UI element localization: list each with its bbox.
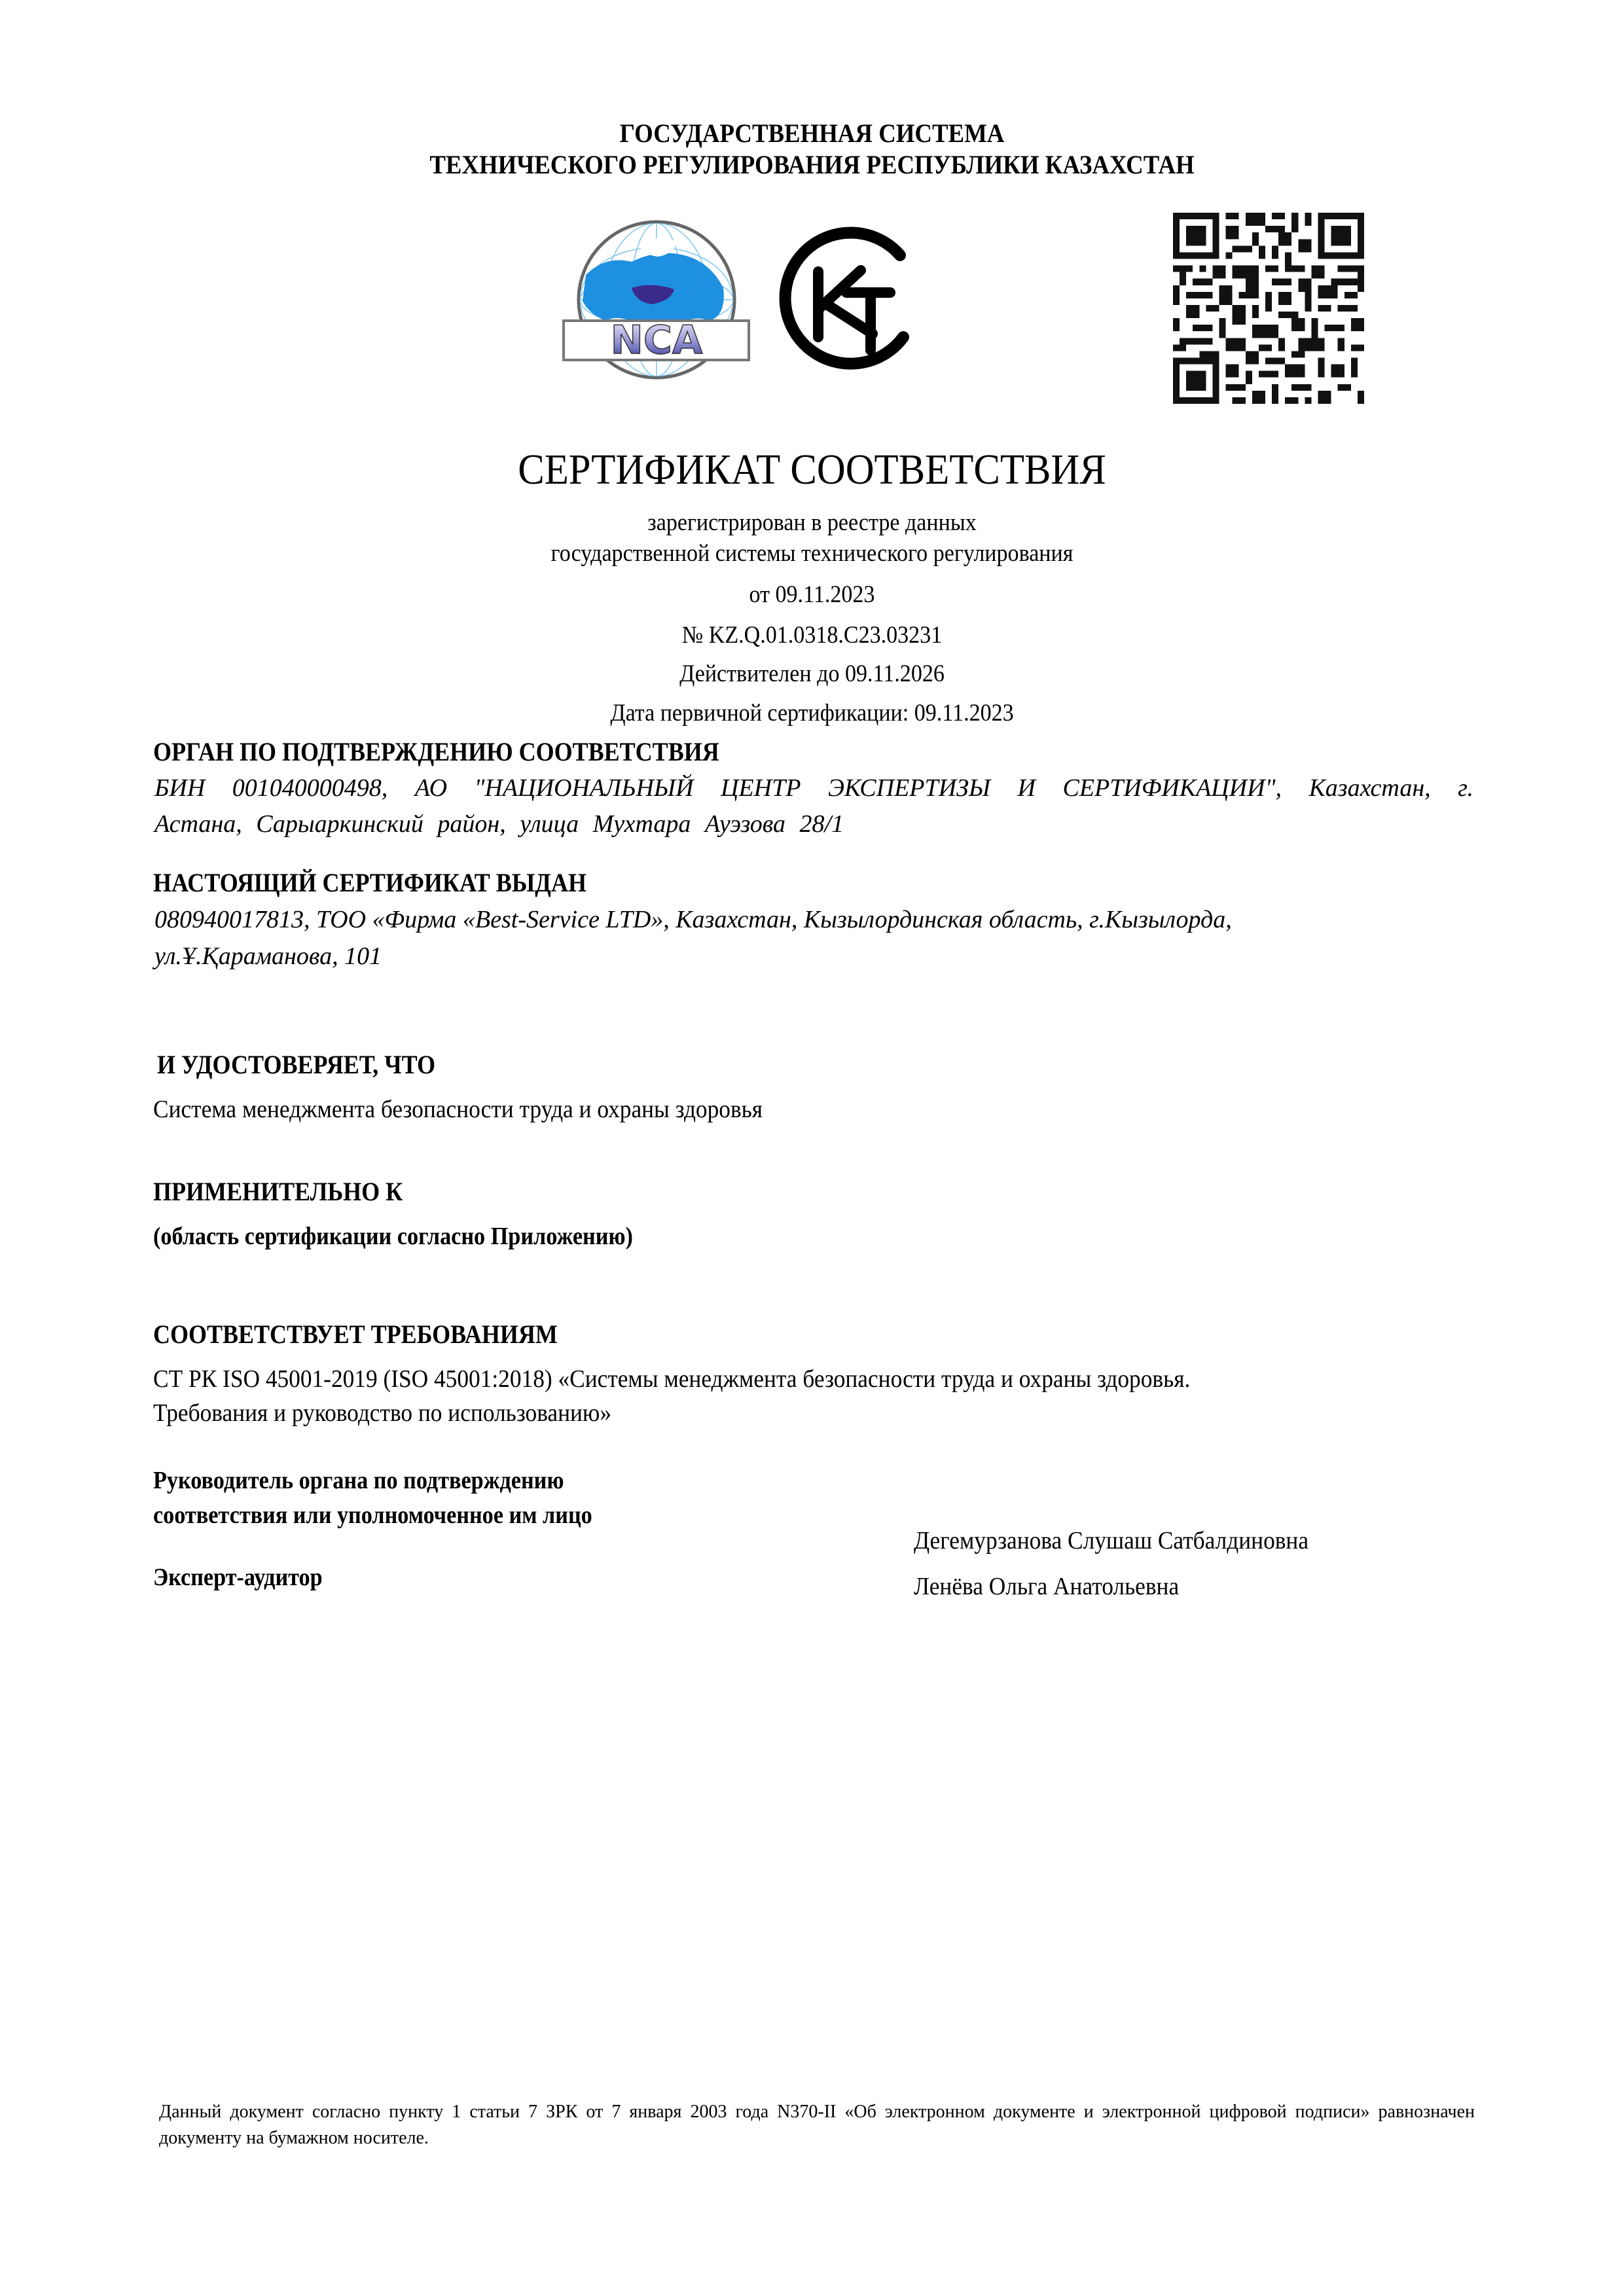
- registered-line-2: государственной системы технического регулирования: [550, 540, 1074, 567]
- certification-scope: (область сертификации согласно Приложению): [153, 1223, 633, 1250]
- expert-auditor-name: Ленёва Ольга Анатольевна: [914, 1573, 1180, 1600]
- qr-code: [1173, 213, 1364, 404]
- registered-line-1: зарегистрирован в реестре данных: [647, 509, 977, 536]
- requirements-line-2: Требования и руководство по использованию»: [153, 1399, 612, 1427]
- section-heading-certification-body: ОРГАН ПО ПОДТВЕРЖДЕНИЮ СООТВЕТСТВИЯ: [153, 737, 719, 766]
- certificate-title: СЕРТИФИКАТ СООТВЕТСТВИЯ: [518, 446, 1106, 493]
- requirements-line-1: СТ РК ISO 45001-2019 (ISO 45001:2018) «Системы менеджмента безопасности труда и охраны здоровья.: [153, 1365, 1191, 1393]
- expert-auditor-label: Эксперт-аудитор: [153, 1564, 323, 1591]
- kt-conformity-mark-icon: [769, 219, 920, 376]
- legal-footer-note: Данный документ согласно пункту 1 статьи 7 ЗРК от 7 января 2003 года N370-II «Об электронном документе и электронной цифровой подписи» равнозначен документу на бумажном носителе.: [159, 2102, 1475, 2148]
- certified-system: Система менеджмента безопасности труда и охраны здоровья: [153, 1096, 763, 1123]
- certificate-number: № KZ.Q.01.0318.C23.03231: [681, 622, 943, 649]
- section-heading-issued-to: НАСТОЯЩИЙ СЕРТИФИКАТ ВЫДАН: [153, 868, 586, 897]
- section-heading-applicable: ПРИМЕНИТЕЛЬНО К: [153, 1177, 403, 1206]
- head-of-body-name: Дегемурзанова Слушаш Сатбалдиновна: [914, 1527, 1309, 1554]
- issued-to-line-1: 080940017813, ТОО «Фирма «Best-Service LTD», Казахстан, Кызылординская область, г.Кызылорда,: [154, 906, 1232, 933]
- nca-logo-text: NCA: [610, 317, 703, 363]
- certification-body-line-2: Астана, Сарыаркинский район, улица Мухтара Ауэзова 28/1: [154, 810, 844, 838]
- valid-until: Действителен до 09.11.2026: [679, 660, 945, 687]
- certification-body-line-1: БИН 001040000498, АО "НАЦИОНАЛЬНЫЙ ЦЕНТР ЭКСПЕРТИЗЫ И СЕРТИФИКАЦИИ", Казахстан, г.: [154, 774, 1473, 802]
- primary-certification-date: Дата первичной сертификации: 09.11.2023: [610, 700, 1014, 726]
- nca-logo: [560, 216, 753, 383]
- section-heading-requirements: СООТВЕТСТВУЕТ ТРЕБОВАНИЯМ: [153, 1319, 558, 1349]
- section-heading-certifies: И УДОСТОВЕРЯЕТ, ЧТО: [157, 1050, 436, 1079]
- header-line-2: ТЕХНИЧЕСКОГО РЕГУЛИРОВАНИЯ РЕСПУБЛИКИ КАЗАХСТАН: [429, 150, 1195, 179]
- issued-to-line-2: ул.Ұ.Қараманова, 101: [154, 942, 382, 970]
- head-of-body-label-line-2: соответствия или уполномоченное им лицо: [153, 1501, 592, 1529]
- head-of-body-label-line-1: Руководитель органа по подтверждению: [153, 1467, 564, 1494]
- registration-date: от 09.11.2023: [749, 581, 875, 608]
- header-line-1: ГОСУДАРСТВЕННАЯ СИСТЕМА: [619, 118, 1005, 148]
